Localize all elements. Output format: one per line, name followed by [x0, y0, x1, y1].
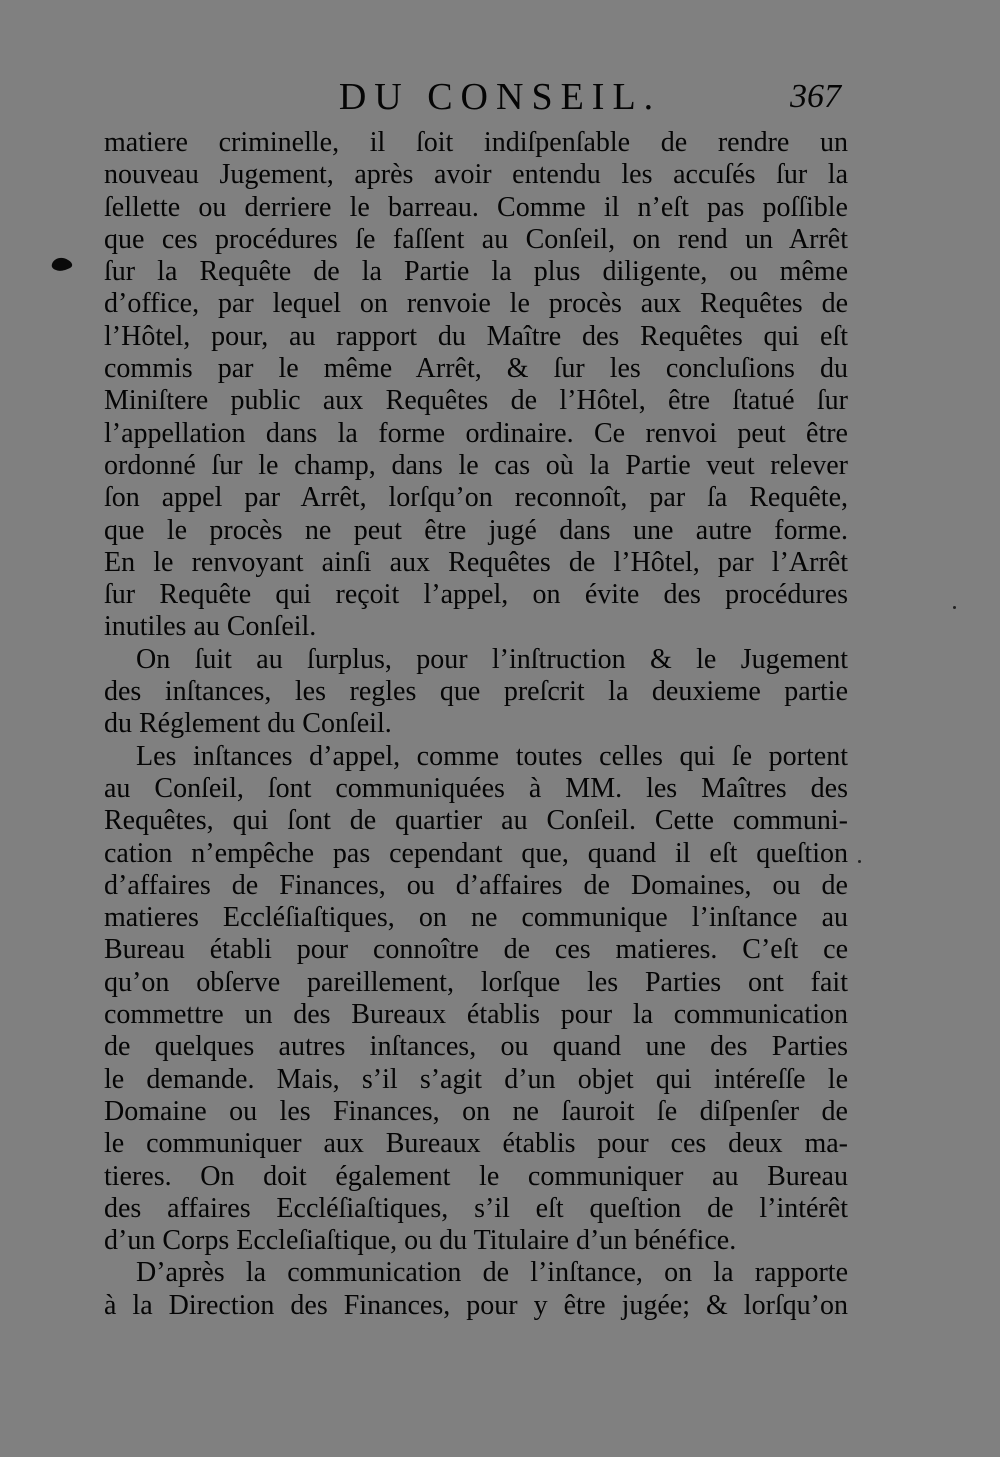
text-line: que le procès ne peut être jugé dans une autre forme. [104, 514, 848, 546]
text-line: inutiles au Conſeil. [104, 611, 317, 643]
ink-blot-mark [50, 254, 76, 274]
page-header [0, 72, 1000, 122]
text-line: des affaires Eccléſiaſtiques, s’il eſt queſtion de l’intérêt [104, 1192, 848, 1224]
text-line: Bureau établi pour connoître de ces matieres. C’eſt ce [104, 934, 848, 966]
running-head: DU CONSEIL. [338, 76, 662, 118]
text-line: de quelques autres inſtances, ou quand une des Parties [104, 1031, 848, 1063]
text-line: que ces procédures ſe faſſent au Conſeil, on rend un Arrêt [104, 223, 848, 255]
text-line: matiere criminelle, il ſoit indiſpenſable de rendre un [104, 127, 848, 158]
text-line: commettre un des Bureaux établis pour la communication [104, 999, 848, 1031]
body-text [104, 127, 848, 1322]
text-line: d’affaires de Finances, ou d’affaires de Domaines, ou de [104, 869, 848, 901]
paragraph-first-line: D’après la communication de l’inſtance, on la rapporte [136, 1257, 848, 1289]
text-line: au Conſeil, ſont communiquées à MM. les Maîtres des [104, 772, 848, 804]
text-line: En le renvoyant ainſi aux Requêtes de l’Hôtel, par l’Arrêt [104, 546, 848, 578]
text-line: cation n’empêche pas cependant que, quand il eſt queſtion [104, 837, 848, 869]
text-line: matieres Eccléſiaſtiques, on ne communique l’inſtance au [104, 902, 848, 934]
text-line: nouveau Jugement, après avoir entendu les accuſés ſur la [104, 159, 848, 191]
text-line: Miniſtere public aux Requêtes de l’Hôtel, être ſtatué ſur [104, 385, 848, 417]
text-line: l’appellation dans la forme ordinaire. Ce renvoi peut être [104, 417, 848, 449]
paper-speck [953, 606, 956, 609]
paper-speck [858, 860, 861, 863]
text-line: l’Hôtel, pour, au rapport du Maître des Requêtes qui eſt [104, 320, 848, 352]
text-line: Requêtes, qui ſont de quartier au Conſeil. Cette communi- [104, 805, 848, 837]
text-line: des inſtances, les regles que preſcrit la deuxieme partie [104, 676, 848, 708]
text-line: ordonné ſur le champ, dans le cas où la Partie veut relever [104, 449, 848, 481]
text-line: du Réglement du Conſeil. [104, 708, 392, 740]
text-line: ſur la Requête de la Partie la plus diligente, ou même [104, 256, 848, 288]
text-line: tieres. On doit également le communiquer au Bureau [104, 1160, 848, 1192]
text-line: à la Direction des Finances, pour y être jugée; & lorſqu’on [104, 1289, 848, 1321]
text-line: qu’on obſerve pareillement, lorſque les Parties ont fait [104, 966, 848, 998]
text-line: le communiquer aux Bureaux établis pour ces deux ma- [104, 1128, 848, 1160]
text-line: le demande. Mais, s’il s’agit d’un objet qui intéreſſe le [104, 1063, 848, 1095]
text-line: commis par le même Arrêt, & ſur les concluſions du [104, 353, 848, 385]
text-line: Domaine ou les Finances, on ne ſauroit ſe diſpenſer de [104, 1095, 848, 1127]
text-line: ſur Requête qui reçoit l’appel, on évite des procédures [104, 579, 848, 611]
page-number: 367 [790, 78, 841, 115]
text-line: d’un Corps Eccleſiaſtique, ou du Titulaire d’un bénéfice. [104, 1225, 737, 1257]
text-line: d’office, par lequel on renvoie le procès aux Requêtes de [104, 288, 848, 320]
text-line: ſellette ou derriere le barreau. Comme il n’eſt pas poſſible [104, 191, 848, 223]
paragraph-first-line: Les inſtances d’appel, comme toutes celles qui ſe portent [136, 740, 848, 772]
text-line: ſon appel par Arrêt, lorſqu’on reconnoît, par ſa Requête, [104, 482, 848, 514]
paragraph-first-line: On ſuit au ſurplus, pour l’inſtruction & le Jugement [136, 643, 848, 675]
